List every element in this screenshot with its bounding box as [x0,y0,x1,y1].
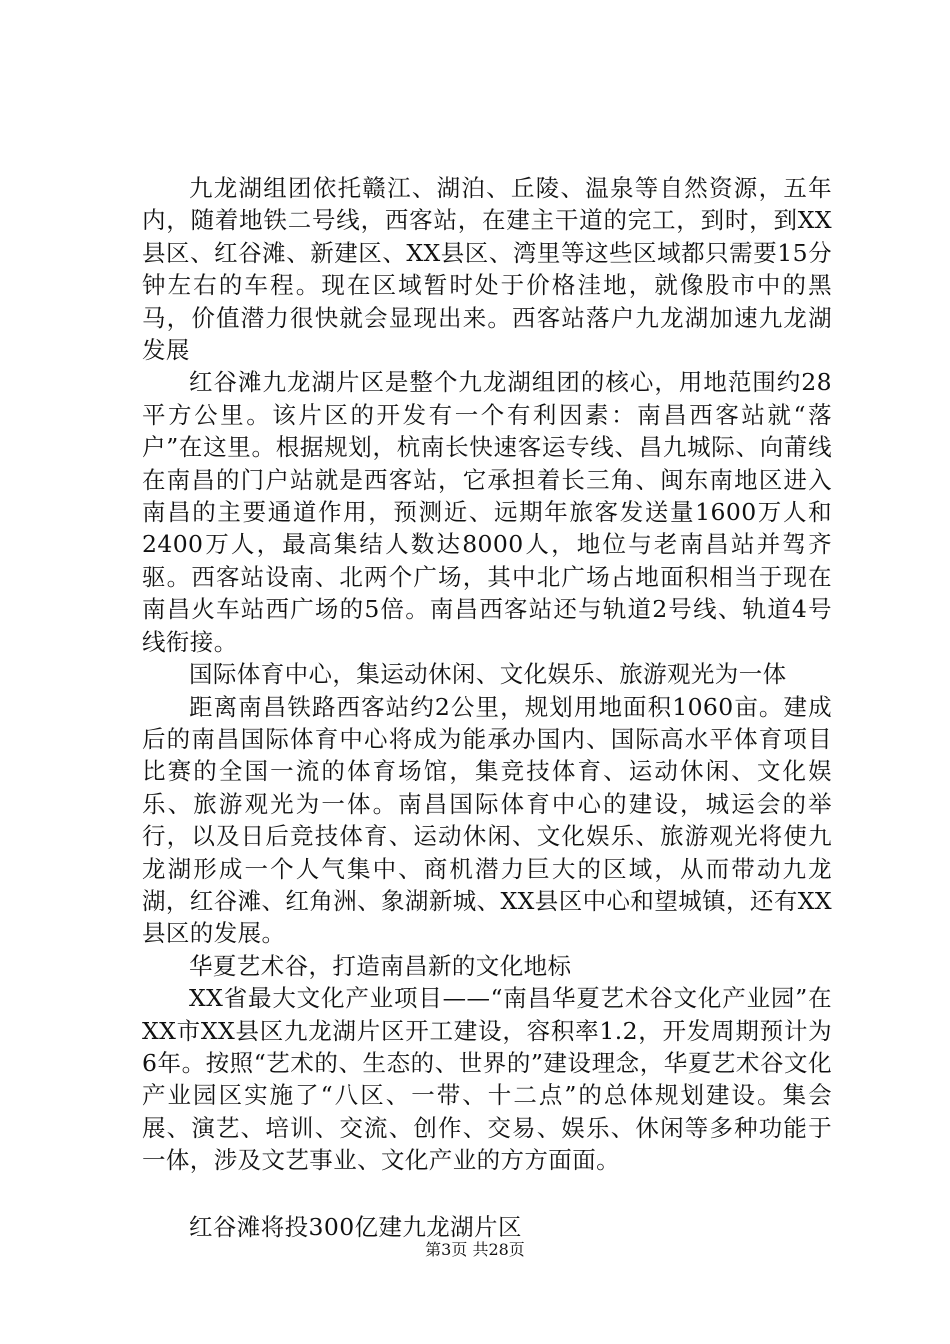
heading-sports-center: 国际体育中心，集运动休闲、文化娱乐、旅游观光为一体 [189,660,787,689]
heading-investment: 红谷滩将投300亿建九龙湖片区 [189,1212,522,1241]
page-number: 第3页 共28页 [425,1240,525,1259]
paragraph-west-station: 红谷滩九龙湖片区是整个九龙湖组团的核心，用地范围约28平方公里。该片区的开发有一个有利因素：南昌西客站就“落户”在这里。根据规划，杭南长快速客运专线、昌九城际、向莆线在南昌的门户站就是西客站，它承担着长三角、闽东南地区进入南昌的主要通道作用，预测近、远期年旅客发送量1600万人和2400万人，最高集结人数达8000人，地位与老南昌站并驾齐驱。西客站设南、北两个广场，其中北广场占地面积相当于现在南昌火车站西广场的5倍。南昌西客站还与轨道2号线、轨道4号线衔接。 [142,368,832,656]
paragraph-spacer [142,1177,832,1211]
paragraph-jiulonghu-cluster: 九龙湖组团依托赣江、湖泊、丘陵、温泉等自然资源，五年内，随着地铁二号线，西客站，在建主干道的完工，到时，到XX县区、红谷滩、新建区、XX县区、湾里等这些区域都只需要15分钟左右的车程。现在区域暂时处于价格洼地，就像股市中的黑马，价值潜力很快就会显现出来。西客站落户九龙湖加速九龙湖发展 [142,174,832,365]
paragraph-sports-center: 距离南昌铁路西客站约2公里，规划用地面积1060亩。建成后的南昌国际体育中心将成为能承办国内、国际高水平体育项目比赛的全国一流的体育场馆，集竞技体育、运动休闲、文化娱乐、旅游观光为一体。南昌国际体育中心的建设，城运会的举行，以及日后竞技体育、运动休闲、文化娱乐、旅游观光将使九龙湖形成一个人气集中、商机潜力巨大的区域，从而带动九龙湖，红谷滩、红角洲、象湖新城、XX县区中心和望城镇，还有XX县区的发展。 [142,692,832,948]
document-body [142,172,832,1243]
heading-art-valley: 华夏艺术谷，打造南昌新的文化地标 [189,951,572,980]
paragraph-art-valley: XX省最大文化产业项目——“南昌华夏艺术谷文化产业园”在XX市XX县区九龙湖片区开工建设，容积率1.2，开发周期预计为6年。按照“艺术的、生态的、世界的”建设理念，华夏艺术谷文化产业园区实施了“八区、一带、十二点”的总体规划建设。集会展、演艺、培训、交流、创作、交易、娱乐、休闲等多种功能于一体，涉及文艺事业、文化产业的方方面面。 [142,984,832,1175]
